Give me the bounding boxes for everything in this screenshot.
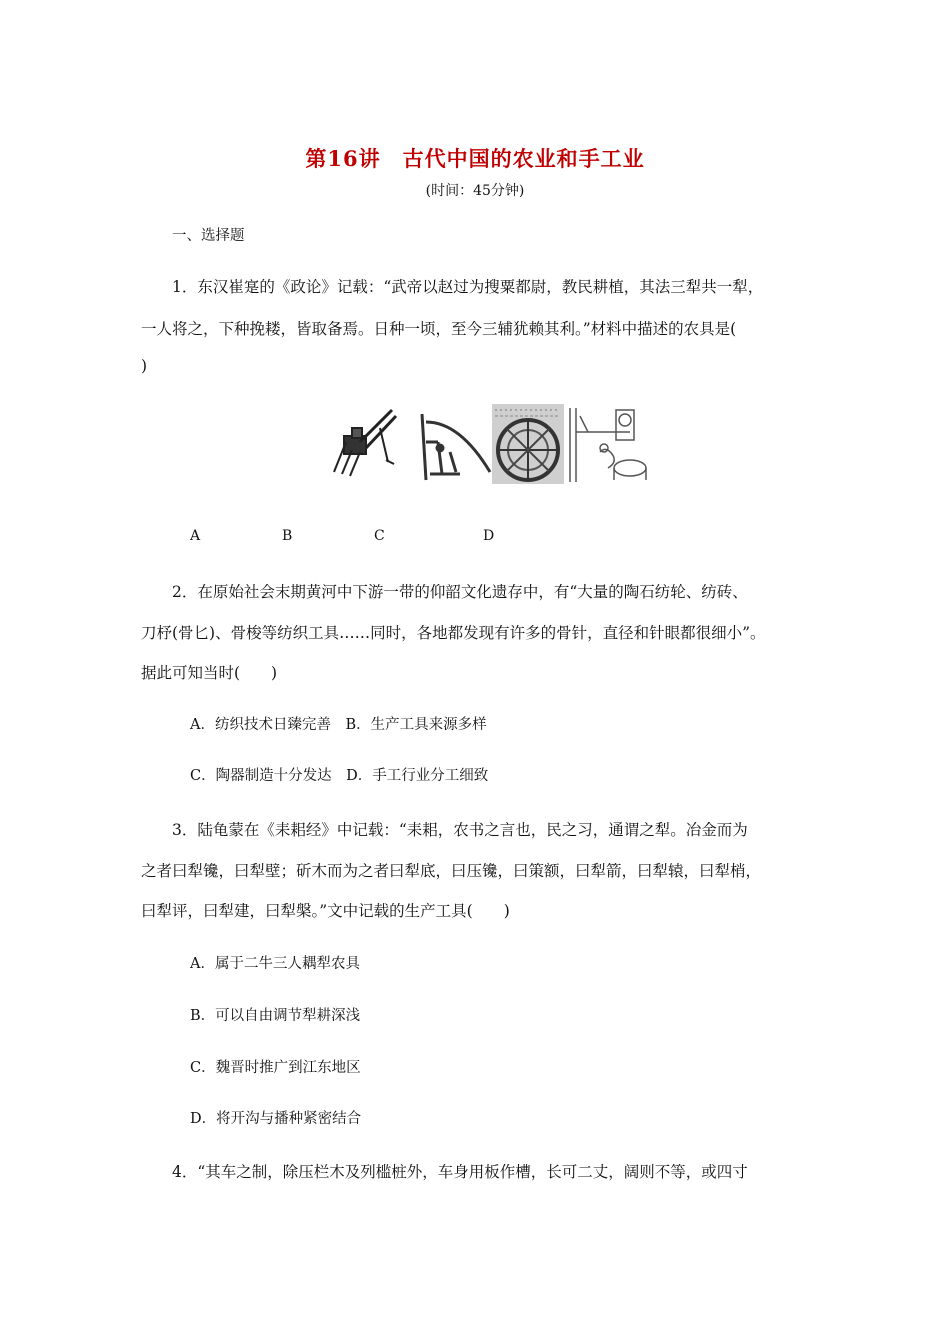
q1-line2: 一人将之，下种挽耧，皆取备焉。日种一顷，至今三辅犹赖其利。”材料中描述的农具是(	[141, 320, 737, 338]
time-limit: (时间：45分钟)	[425, 183, 525, 199]
q4-line1: 4．“其车之制，除压栏木及列槛桩外，车身用板作槽，长可二丈，阔则不等，或四寸	[172, 1163, 748, 1181]
q2-line1: 2．在原始社会末期黄河中下游一带的仰韶文化遗存中，有“大量的陶石纺轮、纺砖、	[172, 583, 748, 601]
q3-option-d: D．将开沟与播种紧密结合	[190, 1111, 362, 1127]
seed-drill-image	[334, 410, 396, 476]
q2-options-cd: C．陶器制造十分发达 D．手工行业分工细致	[190, 768, 489, 784]
q3-line3: 曰犁评，曰犁建，曰犁槃。”文中记载的生产工具( )	[141, 902, 510, 920]
q2-options-ab: A．纺织技术日臻完善 B．生产工具来源多样	[190, 717, 487, 733]
q3-line1: 3．陆龟蒙在《耒耜经》中记载：“耒耜，农书之言也，民之习，通谓之犁。冶金而为	[172, 821, 748, 839]
q3-option-c: C．魏晋时推广到江东地区	[190, 1060, 361, 1076]
option-b-label: B	[282, 528, 293, 544]
page-title: 第16讲 古代中国的农业和手工业	[305, 146, 645, 171]
option-c-label: C	[374, 528, 385, 544]
option-a-label: A	[190, 528, 201, 544]
q3-line2: 之者曰犁镵，曰犁壁；斫木而为之者曰犁底，曰压镵，曰策额，曰犁箭，曰犁辕，曰犁梢，	[141, 862, 762, 880]
farm-tools-svg	[330, 402, 660, 486]
plow-image	[422, 414, 490, 480]
farm-tools-figure	[330, 402, 660, 486]
q3-option-a: A．属于二牛三人耦犁农具	[190, 956, 360, 972]
well-pulley-image	[570, 408, 646, 482]
q3-option-b: B．可以自由调节犁耕深浅	[190, 1008, 361, 1024]
option-d-label: D	[483, 528, 495, 544]
water-wheel-image	[492, 404, 564, 484]
q2-line3: 据此可知当时( )	[141, 664, 278, 682]
q1-line1: 1．东汉崔寔的《政论》记载：“武帝以赵过为搜粟都尉，教民耕植，其法三犁共一犁，	[172, 278, 764, 296]
section-heading: 一、选择题	[172, 228, 245, 244]
q2-line2: 刀杼(骨匕)、骨梭等纺织工具……同时，各地都发现有许多的骨针，直径和针眼都很细小”。	[141, 624, 766, 642]
q1-line3: )	[141, 357, 148, 375]
